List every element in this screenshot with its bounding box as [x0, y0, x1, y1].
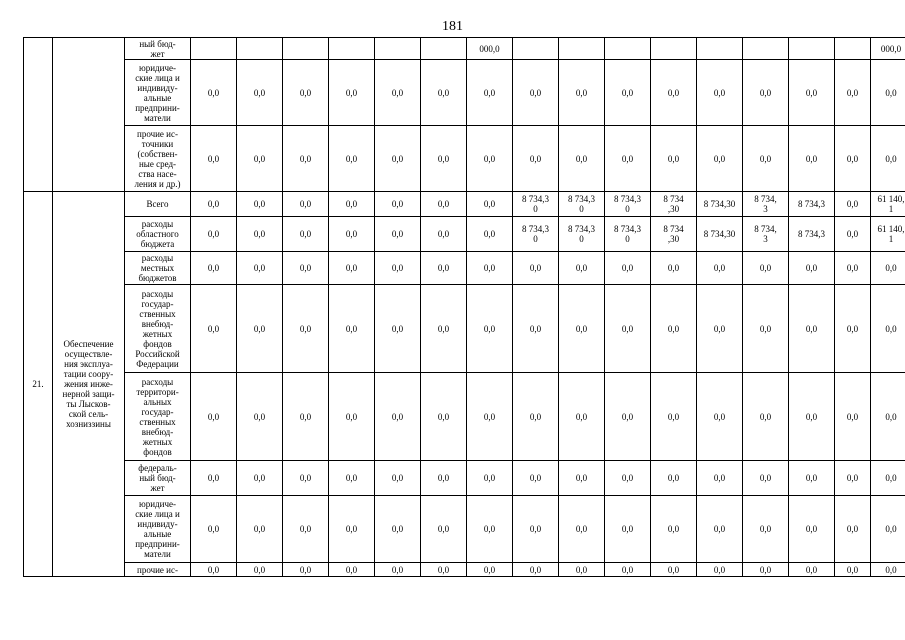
value-cell: 0,0	[513, 373, 559, 461]
value-cell	[605, 38, 651, 60]
value-cell	[375, 38, 421, 60]
value-cell: 0,0	[697, 373, 743, 461]
value-cell: 0,0	[467, 252, 513, 285]
value-cell: 0,0	[835, 126, 871, 192]
value-cell: 0,0	[559, 461, 605, 496]
value-cell	[191, 38, 237, 60]
value-cell: 0,0	[283, 126, 329, 192]
value-cell: 0,0	[421, 461, 467, 496]
value-cell: 0,0	[789, 563, 835, 577]
value-cell: 0,0	[421, 563, 467, 577]
value-cell: 0,0	[651, 252, 697, 285]
value-cell: 0,0	[605, 496, 651, 563]
value-cell: 0,0	[835, 217, 871, 252]
table-row	[24, 373, 905, 461]
table-row	[24, 217, 905, 252]
value-cell: 0,0	[651, 60, 697, 126]
value-cell: 0,0	[743, 496, 789, 563]
value-cell: 0,0	[789, 126, 835, 192]
value-cell: 0,0	[789, 252, 835, 285]
value-cell: 0,0	[191, 563, 237, 577]
value-cell: 0,0	[605, 563, 651, 577]
value-cell: 0,0	[375, 496, 421, 563]
value-cell: 0,0	[329, 373, 375, 461]
budget-table-body	[24, 38, 905, 577]
value-cell: 0,0	[559, 285, 605, 373]
value-cell: 0,0	[789, 373, 835, 461]
value-cell: 8 734,3	[789, 192, 835, 217]
value-cell: 0,0	[835, 192, 871, 217]
value-cell	[237, 38, 283, 60]
value-cell: 0,0	[651, 126, 697, 192]
value-cell: 8 734,30	[697, 192, 743, 217]
item-name-cell	[53, 38, 125, 192]
value-cell: 0,0	[191, 192, 237, 217]
value-cell: 0,0	[283, 192, 329, 217]
value-cell: 0,0	[283, 217, 329, 252]
value-cell: 0,0	[697, 252, 743, 285]
value-cell: 0,0	[467, 461, 513, 496]
value-cell: 0,0	[513, 252, 559, 285]
value-cell: 0,0	[375, 373, 421, 461]
value-cell: 0,0	[283, 563, 329, 577]
value-cell: 0,0	[835, 252, 871, 285]
value-cell	[835, 38, 871, 60]
value-cell: 0,0	[191, 285, 237, 373]
value-cell: 0,0	[421, 252, 467, 285]
value-cell: 0,0	[605, 252, 651, 285]
value-cell: 0,0	[651, 461, 697, 496]
value-cell: 8 734,3 0	[513, 192, 559, 217]
value-cell: 0,0	[605, 461, 651, 496]
value-cell: 0,0	[375, 563, 421, 577]
value-cell: 0,0	[559, 126, 605, 192]
value-cell: 0,0	[191, 496, 237, 563]
value-cell: 0,0	[835, 373, 871, 461]
value-cell: 0,0	[329, 192, 375, 217]
value-cell: 0,0	[191, 252, 237, 285]
table-row	[24, 38, 905, 60]
table-row	[24, 461, 905, 496]
value-cell: 0,0	[421, 126, 467, 192]
value-cell: 0,0	[237, 217, 283, 252]
value-cell: 0,0	[283, 461, 329, 496]
item-number-cell: 21.	[24, 192, 53, 577]
value-cell: 0,0	[697, 285, 743, 373]
value-cell: 8 734,3 0	[513, 217, 559, 252]
funding-source-cell: расходы территори- альных государ- ственных внебюд- жетных фондов	[125, 373, 191, 461]
value-cell: 0,0	[871, 252, 905, 285]
funding-source-cell: расходы областного бюджета	[125, 217, 191, 252]
value-cell: 000,0	[871, 38, 905, 60]
value-cell: 0,0	[283, 373, 329, 461]
value-cell: 0,0	[375, 217, 421, 252]
table-row	[24, 252, 905, 285]
value-cell: 0,0	[329, 126, 375, 192]
value-cell: 0,0	[605, 60, 651, 126]
funding-source-cell: расходы местных бюджетов	[125, 252, 191, 285]
table-row	[24, 126, 905, 192]
value-cell: 8 734,3 0	[605, 217, 651, 252]
value-cell: 8 734 ,30	[651, 217, 697, 252]
value-cell: 0,0	[421, 373, 467, 461]
value-cell: 0,0	[375, 252, 421, 285]
value-cell: 0,0	[871, 496, 905, 563]
value-cell: 0,0	[743, 252, 789, 285]
value-cell: 0,0	[743, 285, 789, 373]
value-cell: 0,0	[375, 461, 421, 496]
value-cell: 0,0	[697, 461, 743, 496]
value-cell: 0,0	[237, 126, 283, 192]
value-cell: 0,0	[605, 285, 651, 373]
value-cell: 0,0	[743, 373, 789, 461]
value-cell: 0,0	[467, 192, 513, 217]
value-cell: 0,0	[191, 461, 237, 496]
table-row	[24, 192, 905, 217]
table-row	[24, 60, 905, 126]
value-cell: 0,0	[237, 60, 283, 126]
value-cell: 0,0	[871, 285, 905, 373]
value-cell: 0,0	[375, 192, 421, 217]
value-cell: 0,0	[559, 373, 605, 461]
value-cell: 0,0	[697, 496, 743, 563]
value-cell: 61 140, 1	[871, 192, 905, 217]
value-cell: 0,0	[559, 496, 605, 563]
value-cell: 0,0	[421, 285, 467, 373]
value-cell: 0,0	[835, 563, 871, 577]
value-cell: 0,0	[871, 126, 905, 192]
value-cell	[513, 38, 559, 60]
value-cell: 0,0	[191, 373, 237, 461]
value-cell: 0,0	[237, 285, 283, 373]
value-cell	[421, 38, 467, 60]
value-cell: 0,0	[513, 563, 559, 577]
value-cell: 8 734,3	[789, 217, 835, 252]
value-cell: 0,0	[237, 192, 283, 217]
value-cell: 0,0	[421, 60, 467, 126]
value-cell: 0,0	[559, 60, 605, 126]
value-cell: 0,0	[329, 60, 375, 126]
value-cell: 0,0	[329, 285, 375, 373]
value-cell: 8 734, 3	[743, 192, 789, 217]
value-cell: 0,0	[237, 496, 283, 563]
value-cell: 0,0	[871, 563, 905, 577]
value-cell: 0,0	[237, 252, 283, 285]
table-row	[24, 563, 905, 577]
value-cell: 0,0	[421, 496, 467, 563]
value-cell	[651, 38, 697, 60]
item-name-cell: Обеспечение осуществле- ния эксплуа- тации соору- жения инже- нерной защи- ты Лысков- ской сель- хозниззины	[53, 192, 125, 577]
value-cell: 0,0	[513, 126, 559, 192]
value-cell: 0,0	[513, 461, 559, 496]
value-cell: 0,0	[697, 563, 743, 577]
value-cell: 0,0	[743, 126, 789, 192]
value-cell: 8 734,3 0	[559, 217, 605, 252]
value-cell: 0,0	[513, 496, 559, 563]
value-cell: 0,0	[375, 285, 421, 373]
funding-source-cell: юридиче- ские лица и индивиду- альные предприни- матели	[125, 496, 191, 563]
funding-source-cell: Всего	[125, 192, 191, 217]
budget-table	[23, 37, 905, 577]
table-row	[24, 496, 905, 563]
value-cell: 0,0	[513, 60, 559, 126]
value-cell: 0,0	[191, 60, 237, 126]
value-cell: 0,0	[467, 285, 513, 373]
value-cell: 0,0	[789, 496, 835, 563]
value-cell: 0,0	[421, 192, 467, 217]
value-cell: 0,0	[743, 60, 789, 126]
value-cell	[697, 38, 743, 60]
value-cell: 0,0	[467, 373, 513, 461]
item-number-cell	[24, 38, 53, 192]
funding-source-cell: прочие ис- точники (собствен- ные сред- ства насе- ления и др.)	[125, 126, 191, 192]
value-cell: 8 734, 3	[743, 217, 789, 252]
value-cell: 0,0	[283, 496, 329, 563]
value-cell: 0,0	[789, 285, 835, 373]
value-cell: 0,0	[467, 126, 513, 192]
value-cell: 0,0	[651, 563, 697, 577]
value-cell	[329, 38, 375, 60]
value-cell: 0,0	[467, 217, 513, 252]
value-cell: 0,0	[871, 461, 905, 496]
table-row	[24, 285, 905, 373]
value-cell: 0,0	[329, 563, 375, 577]
value-cell: 0,0	[329, 252, 375, 285]
value-cell: 0,0	[467, 496, 513, 563]
value-cell: 0,0	[697, 126, 743, 192]
funding-source-cell: расходы государ- ственных внебюд- жетных фондов Российской Федерации	[125, 285, 191, 373]
value-cell: 8 734,3 0	[559, 192, 605, 217]
value-cell: 0,0	[871, 60, 905, 126]
value-cell: 0,0	[467, 60, 513, 126]
value-cell: 0,0	[743, 461, 789, 496]
value-cell: 0,0	[835, 496, 871, 563]
value-cell: 0,0	[651, 285, 697, 373]
value-cell: 0,0	[467, 563, 513, 577]
value-cell	[789, 38, 835, 60]
page-number: 181	[442, 19, 463, 34]
value-cell: 0,0	[283, 60, 329, 126]
value-cell: 0,0	[237, 563, 283, 577]
value-cell: 0,0	[835, 60, 871, 126]
value-cell: 0,0	[283, 252, 329, 285]
value-cell: 0,0	[283, 285, 329, 373]
value-cell: 8 734,30	[697, 217, 743, 252]
value-cell	[559, 38, 605, 60]
value-cell: 0,0	[421, 217, 467, 252]
value-cell: 0,0	[237, 461, 283, 496]
value-cell: 0,0	[835, 285, 871, 373]
value-cell: 8 734 ,30	[651, 192, 697, 217]
value-cell: 0,0	[559, 563, 605, 577]
value-cell: 0,0	[651, 373, 697, 461]
value-cell	[283, 38, 329, 60]
value-cell: 000,0	[467, 38, 513, 60]
funding-source-cell: прочие ис-	[125, 563, 191, 577]
funding-source-cell: ный бюд- жет	[125, 38, 191, 60]
value-cell: 0,0	[871, 373, 905, 461]
value-cell: 0,0	[789, 60, 835, 126]
value-cell: 0,0	[697, 60, 743, 126]
value-cell: 0,0	[375, 60, 421, 126]
value-cell: 61 140, 1	[871, 217, 905, 252]
value-cell: 0,0	[789, 461, 835, 496]
value-cell: 8 734,3 0	[605, 192, 651, 217]
value-cell: 0,0	[329, 496, 375, 563]
value-cell: 0,0	[513, 285, 559, 373]
value-cell: 0,0	[329, 461, 375, 496]
value-cell: 0,0	[605, 373, 651, 461]
value-cell: 0,0	[605, 126, 651, 192]
value-cell: 0,0	[559, 252, 605, 285]
value-cell: 0,0	[651, 496, 697, 563]
value-cell: 0,0	[191, 126, 237, 192]
funding-source-cell: федераль- ный бюд- жет	[125, 461, 191, 496]
value-cell: 0,0	[329, 217, 375, 252]
value-cell: 0,0	[835, 461, 871, 496]
value-cell: 0,0	[237, 373, 283, 461]
funding-source-cell: юридиче- ские лица и индивиду- альные предприни- матели	[125, 60, 191, 126]
value-cell: 0,0	[743, 563, 789, 577]
value-cell: 0,0	[375, 126, 421, 192]
value-cell: 0,0	[191, 217, 237, 252]
value-cell	[743, 38, 789, 60]
